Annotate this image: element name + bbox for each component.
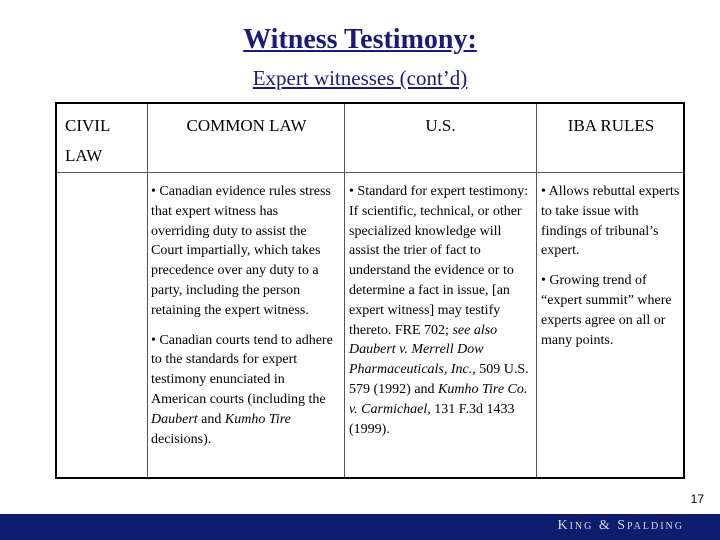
slide-title: Witness Testimony: xyxy=(243,24,477,55)
common-law-point-1: • Canadian evidence rules stress that expert witness has overriding duty to assist the Court impartially, which takes precedence over any duty to a party, including the person retaining the expert witness. xyxy=(151,184,331,318)
page-number: 17 xyxy=(690,492,704,506)
slide-subtitle: Expert witnesses (cont’d) xyxy=(252,66,468,90)
text-run: • Canadian courts tend to adhere to the standards for expert testimony enunciated in American courts (including the xyxy=(151,332,333,407)
iba-point-1: • Allows rebuttal experts to take issue with findings of tribunal’s expert. xyxy=(541,184,680,259)
text-run: • Standard for expert testimony: If scientific, technical, or other specialized knowledge will assist the trier of fact to understand the evidence or to determine a fact in issue, [an expert witness] may testify thereto. FRE 702; xyxy=(349,184,529,338)
iba-point-2: • Growing trend of “expert summit” where experts agree on all or many points. xyxy=(541,273,672,348)
iba-cell xyxy=(541,182,684,360)
case-citation: see also Daubert v. Merrell Dow Pharmaceuticals, Inc. xyxy=(349,322,498,378)
comparison-table xyxy=(55,102,685,479)
common-law-cell xyxy=(151,182,339,459)
header-civil-law: CIVIL LAW xyxy=(65,116,110,165)
common-law-point-2 xyxy=(151,331,339,450)
header-us: U.S. xyxy=(425,116,456,135)
footer-bar xyxy=(0,514,720,540)
text-run: , 131 F.3d 1433 (1999). xyxy=(349,401,515,437)
text-run: decisions). xyxy=(151,431,212,447)
case-name: Daubert xyxy=(151,411,198,427)
us-point-1 xyxy=(349,182,531,439)
brand-logo-text: King & Spalding xyxy=(557,518,684,533)
column-divider xyxy=(147,104,148,477)
us-cell xyxy=(349,182,531,449)
case-name: Kumho Tire xyxy=(224,411,291,427)
case-citation: Kumho Tire Co. v. Carmichael xyxy=(349,381,528,417)
header-iba-rules: IBA RULES xyxy=(567,116,655,135)
text-run: , 509 U.S. 579 (1992) and xyxy=(349,362,529,397)
header-common-law: COMMON LAW xyxy=(186,116,307,135)
text-run: and xyxy=(197,411,225,427)
